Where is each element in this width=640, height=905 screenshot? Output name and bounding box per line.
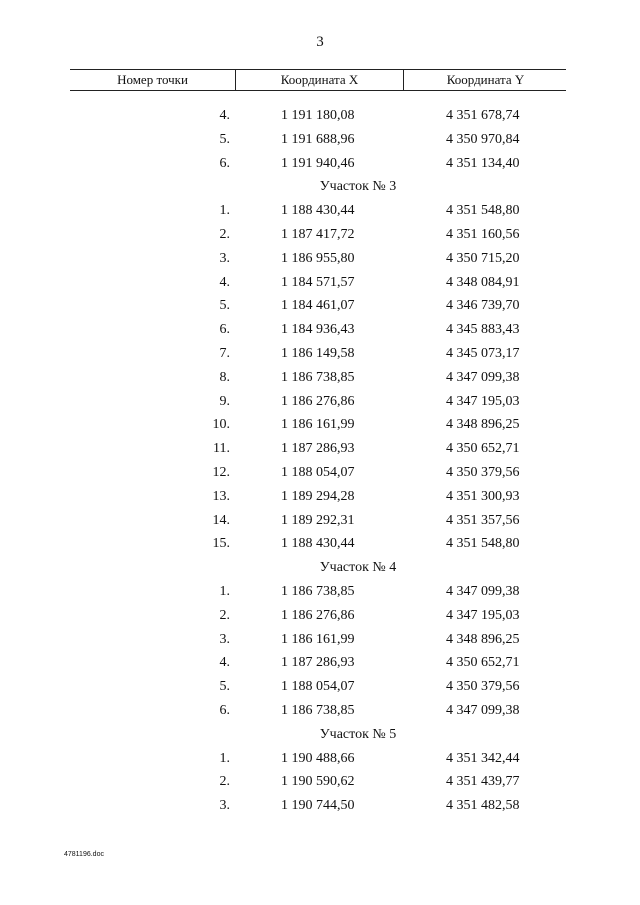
coordinate-y-cell: 4 351 548,80: [446, 203, 520, 219]
table-row: [70, 223, 566, 247]
point-number-cell: 2.: [219, 226, 230, 242]
table-row: [70, 532, 566, 556]
table-row: [70, 485, 566, 509]
table-row: [70, 104, 566, 128]
coordinate-x-cell: 1 186 161,99: [281, 417, 355, 433]
table-row: [70, 199, 566, 223]
coordinate-y-cell: 4 347 195,03: [446, 607, 520, 623]
table-row: [70, 390, 566, 414]
coordinate-y-cell: 4 345 883,43: [446, 322, 520, 338]
coordinate-y-cell: 4 351 342,44: [446, 750, 520, 766]
point-number-cell: 6.: [219, 322, 230, 338]
coordinate-x-cell: 1 190 488,66: [281, 750, 355, 766]
point-number-cell: 5.: [219, 131, 230, 147]
coordinate-x-cell: 1 188 430,44: [281, 203, 355, 219]
coordinate-x-cell: 1 188 054,07: [281, 464, 355, 480]
point-number-cell: 3.: [219, 631, 230, 647]
table-row: [70, 699, 566, 723]
point-number-cell: 7.: [219, 345, 230, 361]
point-number-cell: 3.: [219, 798, 230, 814]
coordinate-x-cell: 1 186 738,85: [281, 369, 355, 385]
point-number-cell: 10.: [212, 417, 230, 433]
coordinate-x-cell: 1 189 294,28: [281, 488, 355, 504]
coordinate-x-cell: 1 191 688,96: [281, 131, 355, 147]
table-row: [70, 152, 566, 176]
table-row: [70, 318, 566, 342]
table-header: [70, 69, 566, 91]
coordinate-x-cell: 1 191 940,46: [281, 155, 355, 171]
section-heading: Участок № 4: [319, 560, 397, 576]
coordinate-x-cell: 1 187 417,72: [281, 226, 355, 242]
coordinate-y-cell: 4 351 439,77: [446, 774, 520, 790]
header-coordinate-x: Координата X: [235, 70, 403, 90]
coordinate-y-cell: 4 351 357,56: [446, 512, 520, 528]
coordinate-y-cell: 4 351 548,80: [446, 536, 520, 552]
table-row: [70, 770, 566, 794]
table-row: [70, 271, 566, 295]
point-number-cell: 11.: [213, 441, 230, 457]
coordinate-x-cell: 1 190 590,62: [281, 774, 355, 790]
coordinate-y-cell: 4 351 482,58: [446, 798, 520, 814]
coordinate-x-cell: 1 190 744,50: [281, 798, 355, 814]
point-number-cell: 13.: [212, 488, 230, 504]
coordinate-y-cell: 4 351 134,40: [446, 155, 520, 171]
point-number-cell: 8.: [219, 369, 230, 385]
coordinate-x-cell: 1 188 430,44: [281, 536, 355, 552]
table-row: [70, 794, 566, 818]
coordinate-x-cell: 1 186 161,99: [281, 631, 355, 647]
point-number-cell: 9.: [219, 393, 230, 409]
table-row: [70, 675, 566, 699]
coordinate-y-cell: 4 350 970,84: [446, 131, 520, 147]
header-point-number: Номер точки: [117, 72, 188, 87]
coordinate-x-cell: 1 186 738,85: [281, 702, 355, 718]
point-number-cell: 2.: [219, 774, 230, 790]
page-number: 3: [316, 34, 324, 50]
coordinate-y-cell: 4 348 084,91: [446, 274, 520, 290]
coordinate-y-cell: 4 348 896,25: [446, 631, 520, 647]
coordinate-y-cell: 4 351 678,74: [446, 108, 520, 123]
point-number-cell: 5.: [219, 298, 230, 314]
point-number-cell: 15.: [212, 536, 230, 552]
coordinate-x-cell: 1 188 054,07: [281, 679, 355, 695]
coordinate-x-cell: 1 184 571,57: [281, 274, 355, 290]
point-number-cell: 2.: [219, 607, 230, 623]
table-row: [70, 604, 566, 628]
table-row: [70, 628, 566, 652]
coordinate-x-cell: 1 186 276,86: [281, 607, 355, 623]
coordinate-y-cell: 4 351 160,56: [446, 226, 520, 242]
point-number-cell: 4.: [219, 108, 230, 123]
coordinate-y-cell: 4 350 652,71: [446, 655, 520, 671]
coordinate-x-cell: 1 191 180,08: [281, 108, 355, 123]
table-row: [70, 509, 566, 533]
table-row: [70, 461, 566, 485]
section-heading: Участок № 3: [319, 179, 397, 195]
coordinate-y-cell: 4 350 379,56: [446, 464, 520, 480]
document-filename: 4781196.doc: [64, 851, 104, 858]
table-row: [70, 294, 566, 318]
table-row: [70, 366, 566, 390]
coordinate-x-cell: 1 186 276,86: [281, 393, 355, 409]
table-row: [70, 651, 566, 675]
coordinate-x-cell: 1 184 461,07: [281, 298, 355, 314]
point-number-cell: 6.: [219, 155, 230, 171]
table-row: [70, 413, 566, 437]
table-row: [70, 128, 566, 152]
point-number-cell: 1.: [219, 750, 230, 766]
table-row: [70, 580, 566, 604]
coordinate-y-cell: 4 347 099,38: [446, 583, 520, 599]
coordinate-y-cell: 4 346 739,70: [446, 298, 520, 314]
coordinate-x-cell: 1 186 738,85: [281, 583, 355, 599]
point-number-cell: 4.: [219, 274, 230, 290]
coordinates-table-body: [70, 104, 566, 818]
coordinate-x-cell: 1 189 292,31: [281, 512, 355, 528]
coordinate-y-cell: 4 350 652,71: [446, 441, 520, 457]
coordinate-y-cell: 4 347 195,03: [446, 393, 520, 409]
coordinate-y-cell: 4 351 300,93: [446, 488, 520, 504]
header-coordinate-y: Координата Y: [403, 70, 567, 90]
table-row: [70, 747, 566, 771]
point-number-cell: 6.: [219, 702, 230, 718]
coordinate-x-cell: 1 187 286,93: [281, 441, 355, 457]
coordinate-y-cell: 4 347 099,38: [446, 369, 520, 385]
coordinate-x-cell: 1 184 936,43: [281, 322, 355, 338]
section-heading: Участок № 5: [319, 726, 397, 742]
point-number-cell: 12.: [212, 464, 230, 480]
point-number-cell: 4.: [219, 655, 230, 671]
point-number-cell: 5.: [219, 679, 230, 695]
coordinate-y-cell: 4 350 715,20: [446, 250, 520, 266]
point-number-cell: 3.: [219, 250, 230, 266]
point-number-cell: 14.: [212, 512, 230, 528]
coordinate-y-cell: 4 347 099,38: [446, 702, 520, 718]
coordinate-y-cell: 4 348 896,25: [446, 417, 520, 433]
point-number-cell: 1.: [219, 583, 230, 599]
coordinate-x-cell: 1 187 286,93: [281, 655, 355, 671]
point-number-cell: 1.: [219, 203, 230, 219]
coordinate-x-cell: 1 186 149,58: [281, 345, 355, 361]
table-row: [70, 342, 566, 366]
table-row: [70, 247, 566, 271]
coordinate-y-cell: 4 350 379,56: [446, 679, 520, 695]
coordinate-y-cell: 4 345 073,17: [446, 345, 520, 361]
table-row: [70, 437, 566, 461]
coordinate-x-cell: 1 186 955,80: [281, 250, 355, 266]
